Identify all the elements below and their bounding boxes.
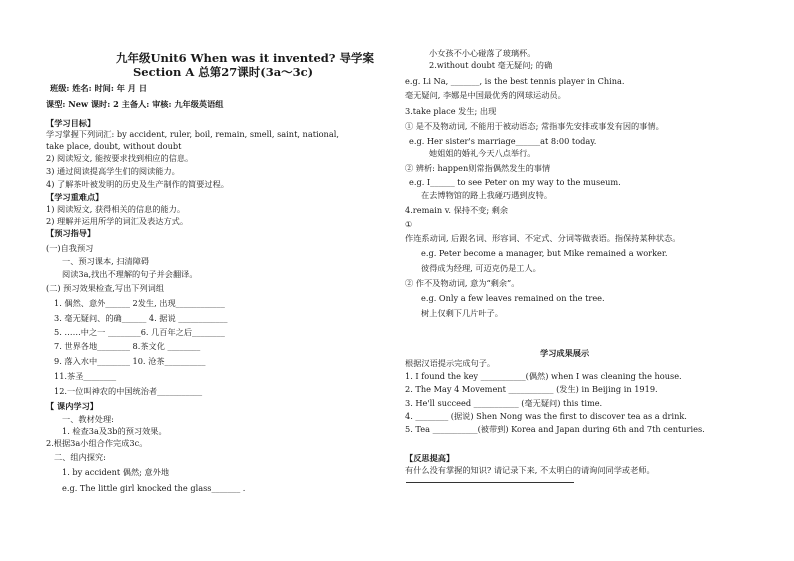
right-line-2: 2.without doubt 毫无疑问; 的确 (429, 60, 553, 70)
left-line-12: 一、预习课本, 扫清障碍 (62, 256, 150, 266)
left-line-19: 9. 落入水中________ 10. 沧茶__________ (54, 356, 206, 366)
right-line-4: 毫无疑问, 李娜是中国最优秀的网球运动员。 (405, 90, 566, 100)
left-line-5: 3) 通过阅读提高学生们的阅读能力。 (46, 166, 180, 176)
right-line-9: ② 辨析: happen则常指偶然发生的事情 (405, 163, 551, 173)
left-line-6: 4) 了解茶叶被发明的历史及生产制作的简要过程。 (46, 179, 229, 189)
right-line-17: ② 作不及物动词, 意为“剩余”。 (405, 278, 520, 288)
right-line-19: 树上仅剩下几片叶子。 (421, 308, 503, 318)
info-line-2: 课型: New 课时: 2 主备人: 审核: 九年级英语组 (46, 99, 224, 109)
left-line-11: (一)自我预习 (46, 243, 94, 253)
right-line-15: e.g. Peter become a manager, but Mike remained a worker. (421, 248, 668, 258)
left-line-14: (二) 预习效果检查,写出下列词组 (46, 283, 165, 293)
left-line-28: e.g. The little girl knocked the glass_______ . (62, 483, 246, 493)
left-line-2: 学习掌握下列词汇: by accident, ruler, boil, remain, smell, saint, national, (46, 129, 339, 139)
left-line-22: 【 课内学习】 (46, 401, 98, 411)
right-line-16: 彼得成为经理, 可迈克仍是工人。 (421, 263, 541, 273)
right-line-3: e.g. Li Na, _______, is the best tennis player in China. (405, 76, 625, 86)
right-line-20: 学习成果展示 (540, 348, 590, 358)
right-line-26: 5. Tea ___________(被带到) Korea and Japan during 6th and 7th centuries. (405, 424, 705, 434)
left-line-16: 3. 毫无疑问、的确______ 4. 据说 ____________ (54, 313, 228, 323)
left-line-10: 【预习指导】 (46, 228, 96, 238)
right-line-6: ① 是不及物动词, 不能用于被动语态; 常指事先安排或事发有因的事情。 (405, 121, 664, 131)
title-line-1: 九年级Unit6 When was it invented? 导学案 (116, 51, 375, 65)
right-line-14: 作连系动词, 后跟名词、形容词、不定式、分词等做表语。指保持某种状态。 (405, 233, 681, 243)
right-line-8: 她姐姐的婚礼今天八点举行。 (429, 148, 536, 158)
left-line-21: 12.一位叫神农的中国统治者___________ (54, 386, 203, 396)
left-line-27: 1. by accident 偶然; 意外地 (62, 467, 170, 477)
right-line-1: 小女孩不小心碰落了玻璃杯。 (429, 48, 536, 58)
right-line-24: 3. He'll succeed ___________ (毫无疑问) this time. (405, 398, 603, 408)
info-line-1: 班级: 姓名: 时间: 年 月 日 (50, 83, 148, 93)
right-line-27: 【反思提高】 (405, 453, 455, 463)
left-line-20: 11.茶圣________ (54, 371, 117, 381)
right-line-12: 4.remain v. 保持不变; 剩余 (405, 205, 509, 215)
left-line-15: 1. 偶然、意外______ 2发生, 出现____________ (54, 298, 225, 308)
left-line-8: 1) 阅读短文, 获得相关的信息的能力。 (46, 204, 186, 214)
right-line-10: e.g. I______ to see Peter on my way to the museum. (409, 177, 621, 187)
left-line-18: 7. 世界各地________ 8.茶文化 ________ (54, 341, 201, 351)
right-line-7: e.g. Her sister's marriage______at 8:00 today. (409, 136, 597, 146)
reflection-blank-line (406, 482, 574, 483)
right-line-18: e.g. Only a few leaves remained on the tree. (421, 293, 605, 303)
left-line-4: 2) 阅读短文, 能按要求找到相应的信息。 (46, 153, 194, 163)
left-line-7: 【学习重难点】 (46, 192, 104, 202)
right-line-23: 2. The May 4 Movement ___________ (发生) in Beijing in 1919. (405, 384, 658, 394)
left-line-1: 【学习目标】 (46, 118, 96, 128)
title-line-2: Section A 总第27课时(3a～3c) (133, 65, 314, 79)
left-line-23: 一、教材处理: (62, 414, 114, 424)
right-line-28: 有什么没有掌握的知识? 请记录下来, 不太明白的请询问同学或老师。 (405, 465, 655, 475)
right-line-25: 4. ________ (据说) Shen Nong was the first to discover tea as a drink. (405, 411, 687, 421)
left-line-17: 5. ……中之一 ________6. 几百年之后________ (54, 327, 225, 337)
right-line-22: 1. I found the key ___________(偶然) when I was cleaning the house. (405, 371, 682, 381)
right-line-5: 3.take place 发生; 出现 (405, 106, 497, 116)
left-line-25: 2.根据3a小组合作完成3c。 (46, 438, 148, 448)
left-line-3: take place, doubt, without doubt (46, 141, 182, 151)
right-line-21: 根据汉语提示完成句子。 (405, 358, 496, 368)
left-line-9: 2) 理解并运用所学的词汇及表达方式。 (46, 216, 189, 226)
left-line-24: 1. 检查3a及3b的预习效果。 (62, 426, 167, 436)
left-line-26: 二、组内探究: (54, 452, 106, 462)
left-line-13: 阅读3a,找出不理解的句子并会翻译。 (62, 269, 198, 279)
right-line-13: ① (405, 219, 413, 229)
right-line-11: 在去博物馆的路上我碰巧遇到皮特。 (421, 190, 553, 200)
